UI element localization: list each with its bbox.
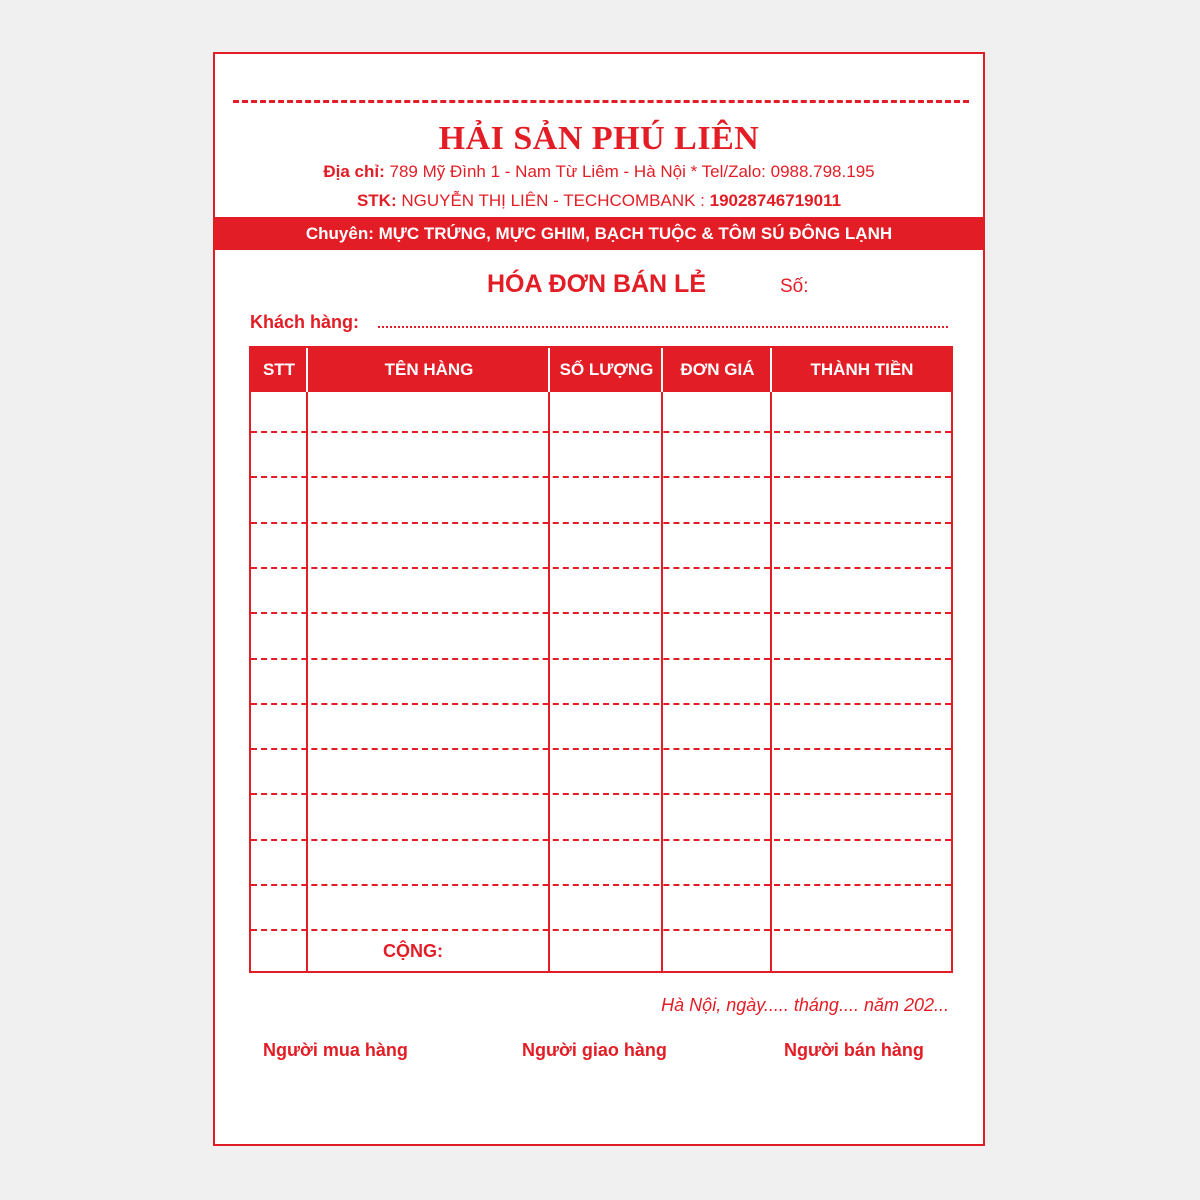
bank-label: STK: [356,191,397,210]
address-label: Địa chỉ: [323,162,385,181]
header-divider [770,348,772,392]
table-row-line [251,567,951,569]
address-value: 789 Mỹ Đình 1 - Nam Từ Liêm - Hà Nội * Tel/Zalo: 0988.798.195 [384,162,875,181]
perforation-line [233,100,969,103]
date-line: Hà Nội, ngày..... tháng.... năm 202... [661,995,949,1015]
address-line [215,162,983,182]
bank-line [215,191,983,211]
invoice-sheet [213,52,985,1146]
header-quantity: SỐ LƯỢNG [559,360,654,379]
customer-field[interactable] [378,326,948,328]
table-row-line [251,522,951,524]
table-row-line [251,929,951,931]
table-row-line [251,431,951,433]
header-stt: STT [262,360,296,379]
table-row-line [251,612,951,614]
signature-deliverer: Người giao hàng [522,1040,667,1060]
invoice-title: HÓA ĐƠN BÁN LẺ [487,270,707,298]
table-row-line [251,884,951,886]
table-row-line [251,793,951,795]
header-divider [661,348,663,392]
table-row-line [251,748,951,750]
shop-name: HẢI SẢN PHÚ LIÊN [438,120,760,157]
invoice-number-label: Số: [780,276,809,297]
table-row-line [251,476,951,478]
table-row-line [251,839,951,841]
signature-buyer: Người mua hàng [263,1040,408,1060]
header-divider [548,348,550,392]
header-divider [306,348,308,392]
table-row-line [251,703,951,705]
items-table [249,346,953,973]
total-label: CỘNG: [383,941,443,961]
header-item-name: TÊN HÀNG [384,360,474,379]
table-row-line [251,658,951,660]
header-unit-price: ĐƠN GIÁ [680,360,755,379]
customer-label: Khách hàng: [250,312,360,332]
bank-value: NGUYỄN THỊ LIÊN - TECHCOMBANK : [396,191,710,210]
header-amount: THÀNH TIỀN [810,360,914,379]
signature-seller: Người bán hàng [784,1040,924,1060]
bank-account: 19028746719011 [709,191,842,210]
speciality-band: Chuyên: MỰC TRỨNG, MỰC GHIM, BẠCH TUỘC & TÔM SÚ ĐÔNG LẠNH [215,217,983,250]
